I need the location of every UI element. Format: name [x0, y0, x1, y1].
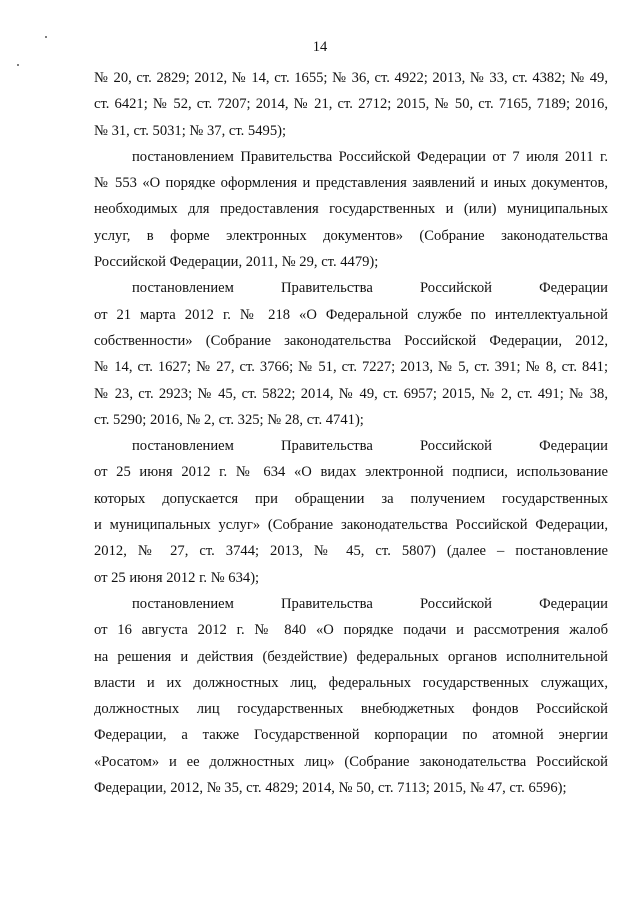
- text-line: необходимых для предоставления государственных и (или) муниципальных: [94, 201, 608, 218]
- scan-speck: [17, 64, 19, 66]
- text-line: постановлением Правительства Российской Федерации: [132, 280, 608, 297]
- text-line: власти и их должностных лиц, федеральных государственных служащих,: [94, 674, 608, 691]
- text-line: от 25 июня 2012 г. № 634);: [94, 569, 260, 586]
- page-number: 14: [312, 39, 328, 55]
- text-line: от 16 августа 2012 г. № 840 «О порядке подачи и рассмотрения жалоб: [94, 622, 608, 639]
- text-line: постановлением Правительства Российской Федерации от 7 июля 2011 г.: [132, 148, 608, 165]
- text-line: № 14, ст. 1627; № 27, ст. 3766; № 51, ст. 7227; 2013, № 5, ст. 391; № 8, ст. 841;: [94, 359, 608, 376]
- text-line: Федерации, а также Государственной корпорации по атомной энергии: [94, 727, 608, 744]
- text-line: которых допускается при обращении за получением государственных: [94, 490, 608, 507]
- text-line: 2012, № 27, ст. 3744; 2013, № 45, ст. 5807) (далее – постановление: [94, 543, 608, 560]
- text-line: постановлением Правительства Российской Федерации: [132, 438, 608, 455]
- text-line: собственности» (Собрание законодательства Российской Федерации, 2012,: [94, 332, 608, 349]
- text-line: должностных лиц государственных внебюджетных фондов Российской: [94, 701, 608, 718]
- text-line: № 23, ст. 2923; № 45, ст. 5822; 2014, № 49, ст. 6957; 2015, № 2, ст. 491; № 38,: [94, 385, 608, 402]
- text-line: Федерации, 2012, № 35, ст. 4829; 2014, № 50, ст. 7113; 2015, № 47, ст. 6596);: [94, 780, 567, 797]
- text-line: № 553 «О порядке оформления и представления заявлений и иных документов,: [94, 175, 608, 192]
- text-line: от 25 июня 2012 г. № 634 «О видах электронной подписи, использование: [94, 464, 608, 481]
- text-line: «Росатом» и ее должностных лиц» (Собрание законодательства Российской: [94, 753, 608, 770]
- document-body: [94, 65, 608, 801]
- text-line: Российской Федерации, 2011, № 29, ст. 4479);: [94, 254, 379, 271]
- text-line: на решения и действия (бездействие) федеральных органов исполнительной: [94, 648, 608, 665]
- text-line: ст. 5290; 2016, № 2, ст. 325; № 28, ст. 4741);: [94, 411, 364, 428]
- text-line: услуг, в форме электронных документов» (Собрание законодательства: [94, 227, 608, 244]
- text-line: № 31, ст. 5031; № 37, ст. 5495);: [94, 122, 287, 139]
- text-line: от 21 марта 2012 г. № 218 «О Федеральной службе по интеллектуальной: [94, 306, 608, 323]
- text-line: ст. 6421; № 52, ст. 7207; 2014, № 21, ст. 2712; 2015, № 50, ст. 7165, 7189; 2016,: [94, 96, 608, 113]
- text-line: и муниципальных услуг» (Собрание законодательства Российской Федерации,: [94, 517, 608, 534]
- text-line: № 20, ст. 2829; 2012, № 14, ст. 1655; № 36, ст. 4922; 2013, № 33, ст. 4382; № 49,: [94, 70, 608, 86]
- text-line: постановлением Правительства Российской Федерации: [132, 595, 608, 612]
